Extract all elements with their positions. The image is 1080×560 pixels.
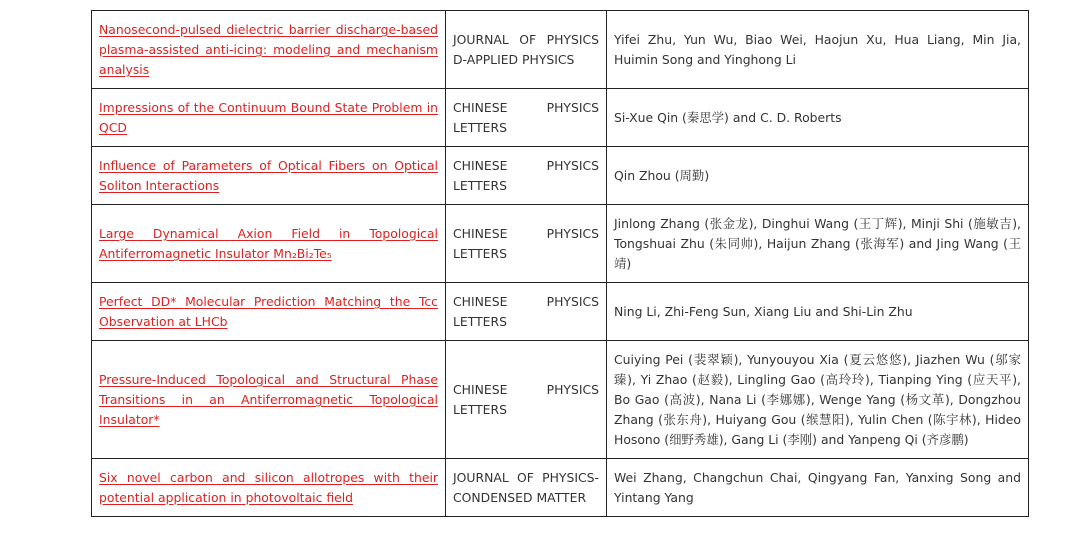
journal-name: CHINESE PHYSICS LETTERS xyxy=(453,294,599,329)
journal-cell xyxy=(446,205,607,283)
title-cell xyxy=(92,205,446,283)
journal-cell xyxy=(446,147,607,205)
journal-name: JOURNAL OF PHYSICS D-APPLIED PHYSICS xyxy=(453,32,599,67)
title-cell xyxy=(92,147,446,205)
journal-name: CHINESE PHYSICS LETTERS xyxy=(453,382,599,417)
authors-list: Wei Zhang, Changchun Chai, Qingyang Fan, Yanxing Song and Yintang Yang xyxy=(614,470,1021,505)
table-row xyxy=(92,283,1029,341)
journal-name: CHINESE PHYSICS LETTERS xyxy=(453,158,599,193)
authors-list: Ning Li, Zhi-Feng Sun, Xiang Liu and Shi-Lin Zhu xyxy=(614,304,913,319)
paper-title-link[interactable]: Nanosecond-pulsed dielectric barrier discharge-based plasma-assisted anti-icing: modeling and mechanism analysis xyxy=(99,22,438,77)
authors-cell xyxy=(607,205,1029,283)
authors-list: Jinlong Zhang (张金龙), Dinghui Wang (王丁辉), Minji Shi (施敏吉), Tongshuai Zhu (朱同帅), Haijun Zhang (张海军) and Jing Wang (王靖) xyxy=(614,216,1021,271)
journal-name: CHINESE PHYSICS LETTERS xyxy=(453,100,599,135)
paper-title-link[interactable]: Perfect DD* Molecular Prediction Matching the Tcc Observation at LHCb xyxy=(99,294,438,329)
journal-cell xyxy=(446,341,607,459)
authors-list: Yifei Zhu, Yun Wu, Biao Wei, Haojun Xu, Hua Liang, Min Jia, Huimin Song and Yinghong Li xyxy=(614,32,1021,67)
table-row xyxy=(92,11,1029,89)
authors-cell xyxy=(607,283,1029,341)
title-cell xyxy=(92,283,446,341)
journal-name: JOURNAL OF PHYSICS-CONDENSED MATTER xyxy=(453,470,599,505)
title-cell xyxy=(92,341,446,459)
title-cell xyxy=(92,89,446,147)
title-cell xyxy=(92,459,446,517)
authors-cell xyxy=(607,89,1029,147)
authors-cell xyxy=(607,11,1029,89)
authors-cell xyxy=(607,459,1029,517)
journal-cell xyxy=(446,89,607,147)
title-cell xyxy=(92,11,446,89)
paper-title-link[interactable]: Six novel carbon and silicon allotropes with their potential application in photovoltaic field xyxy=(99,470,438,505)
table-row xyxy=(92,89,1029,147)
paper-title-link[interactable]: Large Dynamical Axion Field in Topological Antiferromagnetic Insulator Mn₂Bi₂Te₅ xyxy=(99,226,438,261)
authors-list: Qin Zhou (周勤) xyxy=(614,168,710,183)
table-row xyxy=(92,147,1029,205)
journal-cell xyxy=(446,11,607,89)
papers-table xyxy=(91,10,1029,517)
authors-list: Cuiying Pei (裴翠颖), Yunyouyou Xia (夏云悠悠), Jiazhen Wu (邬家臻), Yi Zhao (赵毅), Lingling Gao (高玲玲), Tianping Ying (应天平), Bo Gao (高波), Nana Li (李娜娜), Wenge Yang (杨文革), Dongzhou Zhang (张东舟), Huiyang Gou (缑慧阳), Yulin Chen (陈宇林), Hideo Hosono (细野秀雄), Gang Li (李刚) and Yanpeng Qi (齐彦鹏) xyxy=(614,352,1021,447)
paper-title-link[interactable]: Influence of Parameters of Optical Fibers on Optical Soliton Interactions xyxy=(99,158,438,193)
table-row xyxy=(92,205,1029,283)
journal-cell xyxy=(446,283,607,341)
journal-name: CHINESE PHYSICS LETTERS xyxy=(453,226,599,261)
authors-list: Si-Xue Qin (秦思学) and C. D. Roberts xyxy=(614,110,842,125)
paper-title-link[interactable]: Pressure-Induced Topological and Structural Phase Transitions in an Antiferromagnetic Topological Insulator* xyxy=(99,372,438,427)
journal-cell xyxy=(446,459,607,517)
authors-cell xyxy=(607,341,1029,459)
table-row xyxy=(92,341,1029,459)
table-row xyxy=(92,459,1029,517)
paper-title-link[interactable]: Impressions of the Continuum Bound State Problem in QCD xyxy=(99,100,438,135)
authors-cell xyxy=(607,147,1029,205)
